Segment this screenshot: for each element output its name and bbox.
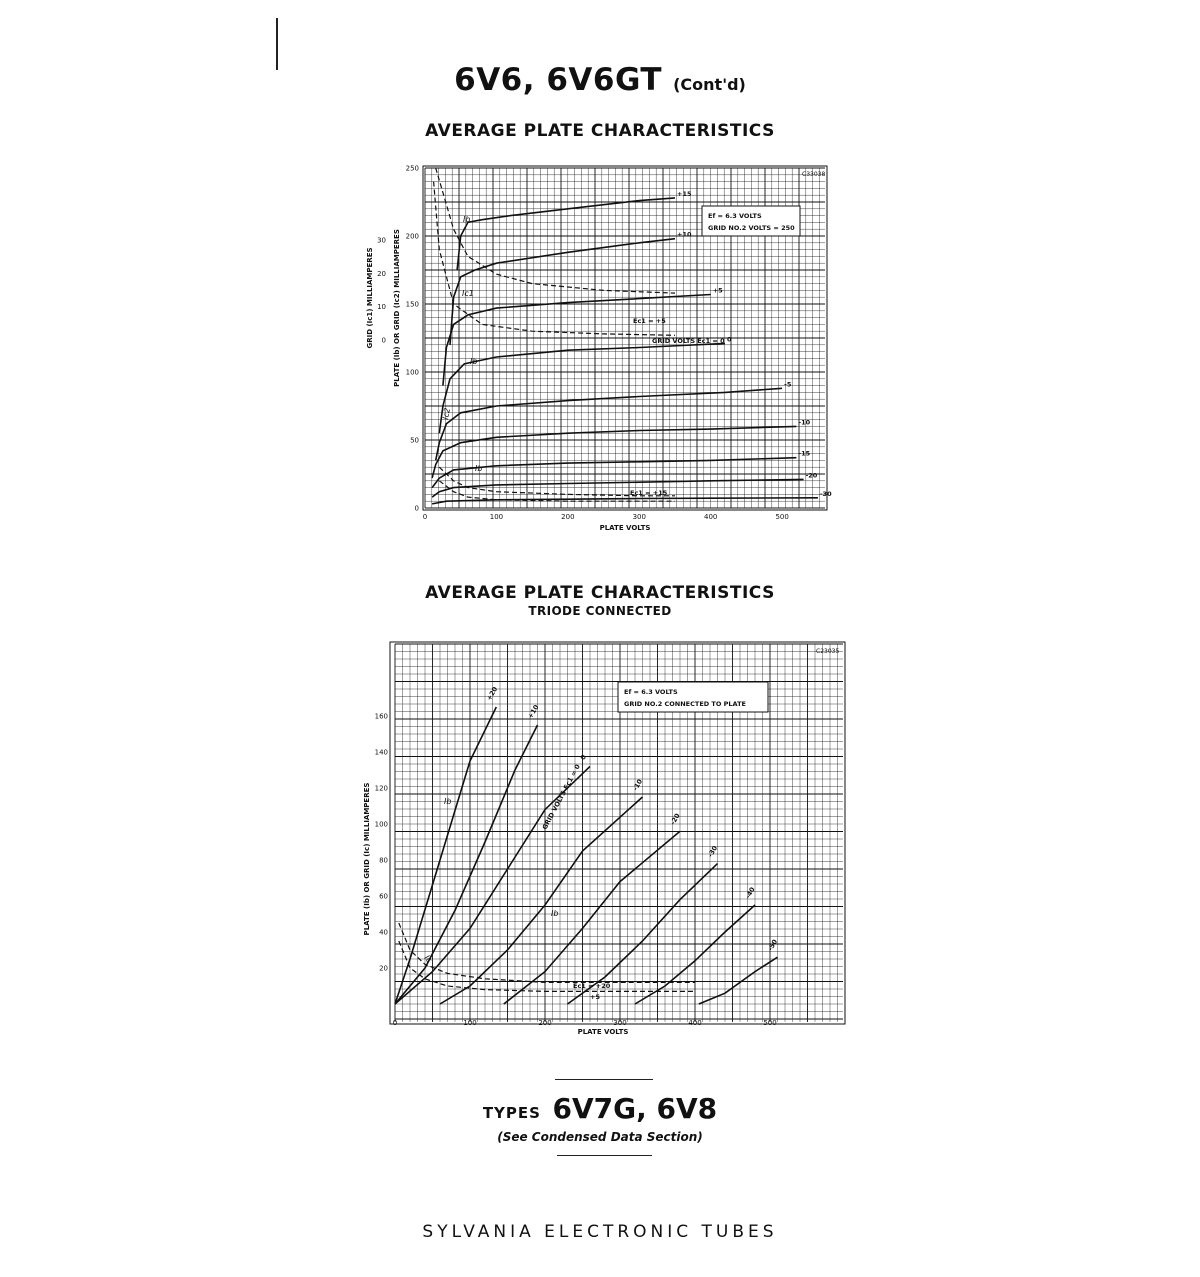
chart1-ec1-plus5-label: Ec1 = +5 <box>633 317 666 325</box>
c1-y-tick-0: 0 <box>414 504 419 513</box>
chart2-ib-label-1: Ib <box>444 797 452 806</box>
types-value: 6V7G, 6V8 <box>552 1092 718 1125</box>
c2-series-label-6: -40 <box>743 885 757 900</box>
chart2-ec1-plus5-label: +5 <box>590 993 600 1001</box>
c2-x-tick-2: 200 <box>538 1019 552 1027</box>
c2-series-label-5: -30 <box>706 844 720 859</box>
chart1-ylabel2: GRID (Ic1) MILLIAMPERES <box>366 247 374 349</box>
c2-x-tick-3: 300 <box>613 1019 627 1027</box>
chart1-xlabel: PLATE VOLTS <box>599 524 651 532</box>
types-top-rule <box>555 1079 653 1080</box>
footer-brand: SYLVANIA ELECTRONIC TUBES <box>422 1222 778 1242</box>
chart2-info-line2: GRID NO.2 CONNECTED TO PLATE <box>624 700 746 708</box>
c1-y2-tick-0: 0 <box>381 336 386 345</box>
c2-series-label-3: -10 <box>631 777 645 792</box>
c2-x-tick-4: 400 <box>688 1019 702 1027</box>
chart1-ib-label-3: Ib <box>475 464 483 473</box>
c2-y-tick-4: 100 <box>374 820 388 829</box>
chart2-ylabel: PLATE (Ib) OR GRID (Ic) MILLIAMPERES <box>363 782 371 936</box>
chart2-ic-label: Ic <box>422 953 434 965</box>
chart1-ib-label-1: Ib <box>463 215 471 224</box>
chart2-ec1-label: Ec1 = +20 <box>573 982 611 990</box>
chart1-info-line2: GRID NO.2 VOLTS = 250 <box>708 224 795 232</box>
c1-y2-tick-3: 30 <box>377 236 386 245</box>
c1-series-label-5: -10 <box>798 418 811 427</box>
c2-series-label-7: -50 <box>766 938 780 953</box>
c2-y-tick-1: 40 <box>379 928 388 937</box>
c1-x-tick-3: 300 <box>632 513 646 521</box>
c1-x-tick-1: 100 <box>489 513 504 521</box>
chart1-ylabel: PLATE (Ib) OR GRID (Ic2) MILLIAMPERES <box>393 229 401 387</box>
c1-y-tick-5: 250 <box>405 164 419 173</box>
chart1 <box>350 158 850 538</box>
chart2-subtitle: TRIODE CONNECTED <box>528 604 672 618</box>
c1-x-tick-5: 500 <box>775 513 789 521</box>
c2-y-tick-2: 60 <box>379 892 388 901</box>
c2-x-tick-0: 0 <box>392 1019 398 1027</box>
c2-y-tick-6: 140 <box>374 748 388 757</box>
chart1-ic2-label: Ic2 <box>441 407 453 421</box>
chart1-y-ticks <box>406 165 419 513</box>
c1-series-label-2: +5 <box>712 286 723 295</box>
c2-y-tick-7: 160 <box>374 712 388 721</box>
c1-series-label-3: 0 <box>727 335 732 344</box>
c1-y2-tick-2: 20 <box>377 269 386 278</box>
c1-series-label-4: -5 <box>784 380 792 389</box>
chart2-title: AVERAGE PLATE CHARACTERISTICS <box>425 583 775 603</box>
c1-y-tick-1: 50 <box>410 436 419 445</box>
chart1-code: C33038 <box>802 171 826 178</box>
chart1-grid-volts-label: GRID VOLTS Ec1 = 0 <box>652 337 725 345</box>
chart2-grid-volts-label: GRID VOLTS Ec1 = 0 <box>540 763 582 831</box>
chart2-ib-label-2: Ib <box>551 909 559 918</box>
chart2 <box>350 634 850 1044</box>
page-title <box>0 62 1200 98</box>
c2-x-tick-1: 100 <box>463 1019 477 1027</box>
c1-series-label-6: -15 <box>798 449 811 458</box>
c1-series-label-0: +15 <box>677 189 692 198</box>
c1-x-tick-4: 400 <box>704 513 718 521</box>
c2-series-label-0: +20 <box>485 685 500 702</box>
c1-y2-tick-1: 10 <box>377 303 386 312</box>
chart1-x-ticks <box>423 513 789 521</box>
c2-y-tick-5: 120 <box>374 784 388 793</box>
chart1-ib-label-2: Ib <box>470 357 478 366</box>
c2-series-label-1: +10 <box>526 703 541 720</box>
c2-y-tick-0: 20 <box>379 964 388 973</box>
c1-series-label-1: +10 <box>677 230 692 239</box>
chart2-xlabel: PLATE VOLTS <box>577 1028 629 1036</box>
chart1-ec1-plus15-label: Ec1 = +15 <box>630 489 668 497</box>
chart2-y-ticks <box>375 713 388 973</box>
c2-x-tick-5: 500 <box>763 1019 777 1027</box>
c1-x-tick-0: 0 <box>422 513 428 521</box>
types-bottom-rule <box>557 1155 652 1156</box>
c1-x-tick-2: 200 <box>561 513 575 521</box>
types-label: TYPES <box>482 1104 541 1122</box>
chart2-code: C23035 <box>816 648 840 655</box>
chart1-info-line1: Ef = 6.3 VOLTS <box>708 212 762 220</box>
chart1-ic1-label: Ic1 <box>462 289 474 298</box>
chart2-info-line1: Ef = 6.3 VOLTS <box>624 688 678 696</box>
c1-series-label-7: -20 <box>805 471 818 480</box>
c2-y-tick-3: 80 <box>379 856 388 865</box>
page-title-main: 6V6, 6V6GT <box>454 62 663 98</box>
c2-series-label-2: 0 <box>578 753 588 762</box>
types-heading <box>0 1092 1200 1125</box>
c1-series-label-8: -30 <box>819 489 832 498</box>
c1-y-tick-2: 100 <box>405 368 419 377</box>
c2-series-label-4: -20 <box>668 812 682 827</box>
types-note: (See Condensed Data Section) <box>497 1130 703 1144</box>
page-title-suffix: (Cont'd) <box>673 75 746 94</box>
c1-y-tick-3: 150 <box>405 300 419 309</box>
chart1-title: AVERAGE PLATE CHARACTERISTICS <box>425 121 775 141</box>
chart1-y2-ticks <box>377 237 386 345</box>
c1-y-tick-4: 200 <box>405 232 419 241</box>
